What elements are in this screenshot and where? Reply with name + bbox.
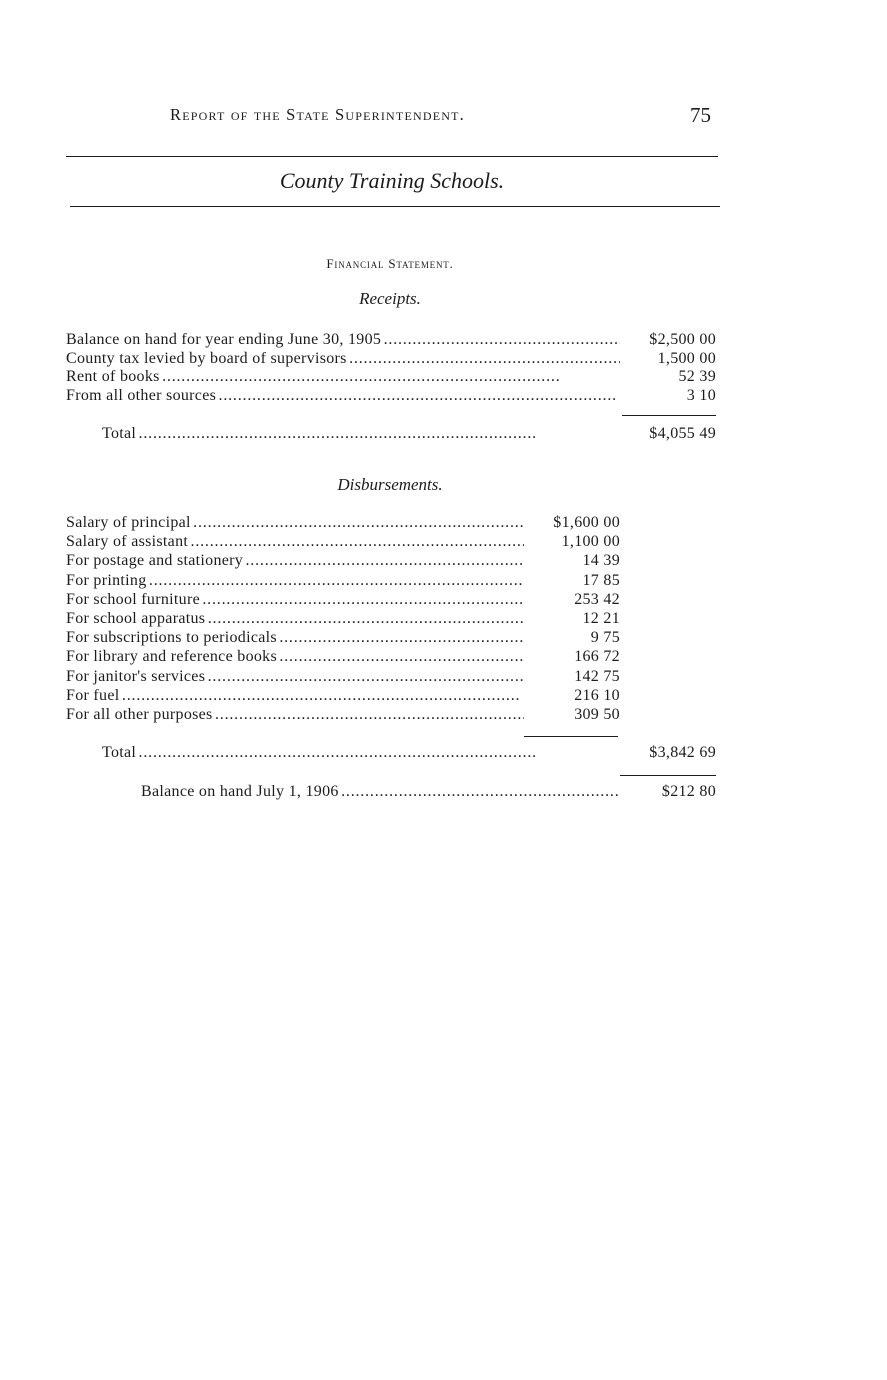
ledger-row-label: For printing . . . xyxy=(66,571,524,590)
running-header-title: Report of the State Superintendent. xyxy=(170,105,465,124)
ledger-row-label: From all other sources . . . xyxy=(66,386,620,405)
receipts-total-label: Total . . . xyxy=(102,424,620,443)
page-number: 75 xyxy=(690,103,711,127)
receipts-total-amount: $4,055 49 xyxy=(649,425,716,442)
ledger-row-label: For postage and stationery . . . xyxy=(66,551,524,570)
ledger-row-amount: 216 10 xyxy=(574,686,620,704)
statement-heading: Financial Statement. xyxy=(326,256,454,271)
ledger-row-amount: 52 39 xyxy=(678,368,716,386)
ledger-row-amount: $1,600 00 xyxy=(553,514,620,531)
receipts-sum-rule xyxy=(622,415,716,416)
ledger-row-label: Salary of assistant . . . xyxy=(66,532,524,551)
ledger-row-amount: 166 72 xyxy=(574,648,620,666)
ledger-row-label: For fuel . . . xyxy=(66,686,524,705)
ledger-row-amount: 3 10 xyxy=(686,387,716,405)
balance-sum-rule xyxy=(620,775,716,776)
ledger-row-label: For school apparatus . . . xyxy=(66,609,524,628)
section-rule xyxy=(70,206,720,207)
ledger-row-amount: 17 85 xyxy=(582,571,620,589)
ledger-row-label: For school furniture . . . xyxy=(66,590,524,609)
ledger-row-label: County tax levied by board of supervisors . . . xyxy=(66,349,620,368)
ledger-row-label: Rent of books . . . xyxy=(66,367,620,386)
disbursements-total-amount: $3,842 69 xyxy=(649,744,716,761)
ledger-row-amount: 14 39 xyxy=(582,552,620,570)
ledger-row-amount: 1,100 00 xyxy=(561,533,620,551)
header-rule xyxy=(66,156,718,157)
disbursements-sum-rule xyxy=(524,736,618,737)
balance-amount: $212 80 xyxy=(661,783,716,800)
ledger-row-amount: 142 75 xyxy=(574,667,620,685)
balance-label: Balance on hand July 1, 1906 . . . xyxy=(141,782,620,801)
ledger-row-amount: $2,500 00 xyxy=(649,331,716,348)
ledger-row-amount: 253 42 xyxy=(574,590,620,608)
ledger-row-label: For subscriptions to periodicals . . . xyxy=(66,628,524,647)
ledger-row-amount: 9 75 xyxy=(590,629,620,647)
ledger-row-label: For janitor's services . . . xyxy=(66,667,524,686)
ledger-row-amount: 1,500 00 xyxy=(657,349,716,367)
ledger-row-amount: 309 50 xyxy=(574,706,620,723)
disbursements-heading: Disbursements. xyxy=(337,475,443,494)
ledger-row-amount: 12 21 xyxy=(582,610,620,627)
ledger-row-label: Balance on hand for year ending June 30, 1905 . . . xyxy=(66,330,620,349)
receipts-heading: Receipts. xyxy=(359,289,421,308)
disbursements-total-label: Total . . . xyxy=(102,743,620,762)
section-title: County Training Schools. xyxy=(279,168,505,193)
ledger-row-label: For library and reference books . . . xyxy=(66,647,524,666)
ledger-row-label: For all other purposes . . . xyxy=(66,705,524,724)
ledger-row-label: Salary of principal . . . xyxy=(66,513,524,532)
